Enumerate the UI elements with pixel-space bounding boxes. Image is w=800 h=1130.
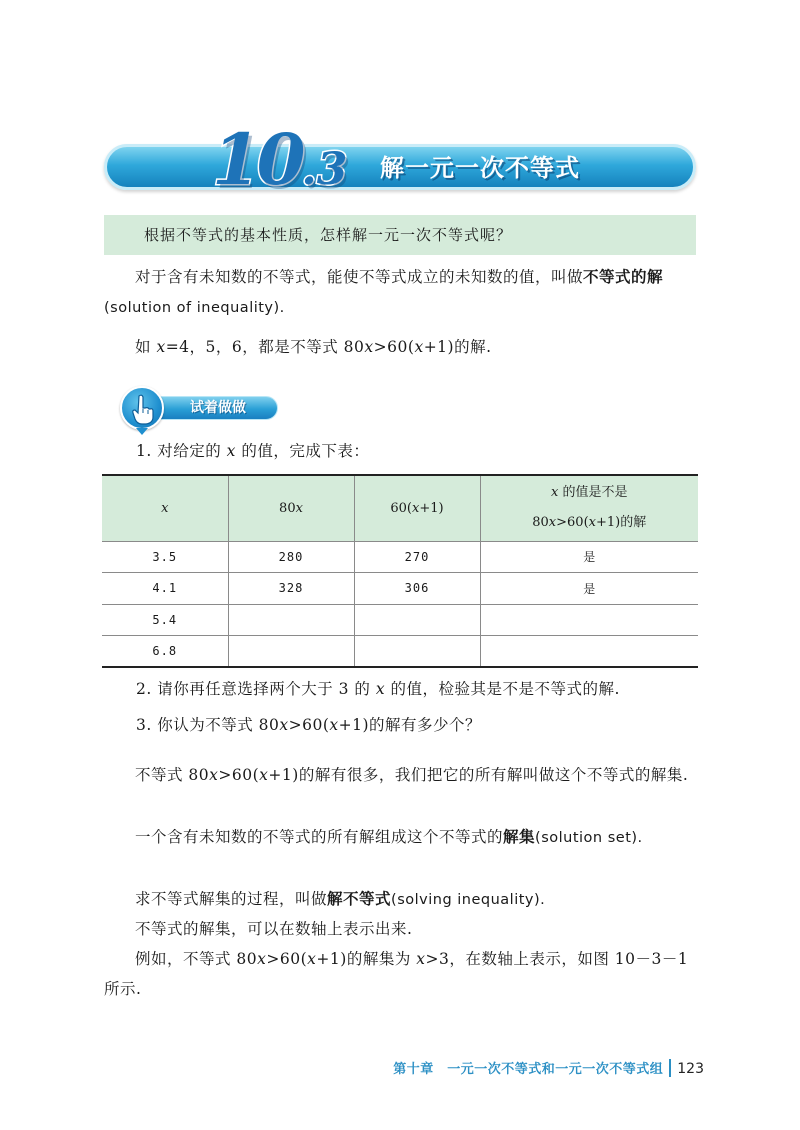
term-english: (solving inequality). xyxy=(391,892,546,908)
math-var: x xyxy=(588,515,596,531)
table-header-row xyxy=(102,475,698,541)
text-run: >3，在数轴上表示，如图 10－3－1所示. xyxy=(104,950,689,998)
text-run: 80 xyxy=(279,500,296,516)
paragraph-solving xyxy=(104,884,698,915)
cell-x: 3.5 xyxy=(102,541,228,573)
task-2 xyxy=(136,674,696,704)
math-var: x xyxy=(364,338,374,356)
definition-text: 对于含有未知数的不等式，能使不等式成立的未知数的值，叫做 xyxy=(135,268,584,286)
text-run: >60( xyxy=(373,338,415,356)
text-run: 例如，不等式 80 xyxy=(135,950,258,968)
text-run: >60( xyxy=(218,766,260,784)
cell-60x1: 270 xyxy=(354,541,480,573)
math-var: x xyxy=(279,716,289,734)
cell-60x1 xyxy=(354,604,480,636)
term-english: (solution set). xyxy=(535,830,643,846)
section-number xyxy=(212,118,348,201)
header-60x1 xyxy=(354,475,480,541)
cell-60x1: 306 xyxy=(354,573,480,605)
text-run: +1)的解有很多，我们把它的所有解叫做这个不等式的解集. xyxy=(268,766,689,784)
section-number-dot: . xyxy=(301,144,317,195)
text-run: 的值，检验其是不是不等式的解. xyxy=(385,680,620,698)
header-is-solution xyxy=(480,475,698,541)
table-row xyxy=(102,541,698,573)
section-number-sub: 3 xyxy=(316,144,348,195)
math-var: x xyxy=(209,766,219,784)
math-var: x xyxy=(375,680,386,698)
header-x xyxy=(102,475,228,541)
header-line-2 xyxy=(481,508,699,538)
try-it-label: 试着做做 xyxy=(190,400,246,416)
text-run: +1)的解有多少个？ xyxy=(338,716,482,734)
text-run: 80 xyxy=(532,515,549,531)
text-run: >60( xyxy=(288,716,330,734)
math-var: x xyxy=(329,716,339,734)
section-number-main: 10 xyxy=(212,118,302,201)
pointing-hand-icon xyxy=(120,386,164,430)
cell-80x xyxy=(228,636,354,668)
text-run: +1) xyxy=(419,500,444,516)
chapter-title: 第十章 一元一次不等式和一元一次不等式组 xyxy=(393,1062,664,1077)
text-run: =4，5，6，都是不等式 80 xyxy=(165,338,365,356)
try-it-pointer xyxy=(136,428,148,435)
math-var: x xyxy=(414,338,424,356)
text-run: 的值，完成下表： xyxy=(235,442,370,460)
page-number: 123 xyxy=(677,1061,704,1077)
math-var: x xyxy=(548,515,557,531)
text-run: >60( xyxy=(556,515,589,531)
term-solving-inequality: 解不等式 xyxy=(327,890,392,908)
text-run: 的值是不是 xyxy=(558,485,628,501)
footer-divider xyxy=(669,1059,671,1077)
term-english: (solution of inequality). xyxy=(104,300,285,316)
text-run: 1. 对给定的 xyxy=(136,442,227,460)
task-3 xyxy=(136,710,696,740)
cell-answer: 是 xyxy=(480,573,698,605)
definition-paragraph xyxy=(104,262,698,323)
cell-80x xyxy=(228,604,354,636)
text-run: +1)的解集为 xyxy=(316,950,417,968)
text-run: 60( xyxy=(390,500,413,516)
text-run: 不等式 80 xyxy=(135,766,210,784)
cell-60x1 xyxy=(354,636,480,668)
values-table xyxy=(102,474,698,668)
text-run: 如 xyxy=(135,338,157,356)
paragraph-solution-set xyxy=(104,822,698,853)
guiding-question: 根据不等式的基本性质，怎样解一元一次不等式呢？ xyxy=(104,215,696,255)
cell-80x: 328 xyxy=(228,573,354,605)
text-run: >60( xyxy=(266,950,308,968)
text-run: +1)的解. xyxy=(423,338,492,356)
cell-answer: 是 xyxy=(480,541,698,573)
term-solution-set: 解集 xyxy=(503,828,536,846)
cell-x: 4.1 xyxy=(102,573,228,605)
cell-x: 6.8 xyxy=(102,636,228,668)
page-footer xyxy=(393,1058,704,1080)
cell-80x: 280 xyxy=(228,541,354,573)
math-var: x xyxy=(259,766,269,784)
table-row xyxy=(102,604,698,636)
table-row xyxy=(102,573,698,605)
text-run: +1)的解 xyxy=(596,515,647,531)
text-run: 3. 你认为不等式 80 xyxy=(136,716,280,734)
math-var: x xyxy=(551,485,559,501)
header-line-1 xyxy=(481,478,699,508)
math-var: x xyxy=(307,950,317,968)
section-title: 解一元一次不等式 xyxy=(380,154,580,182)
term-solution-of-inequality: 不等式的解 xyxy=(583,268,664,286)
math-var: x xyxy=(156,338,166,356)
text-run: 2. 请你再任意选择两个大于 3 的 xyxy=(136,680,376,698)
math-var: x xyxy=(295,500,303,516)
table-row xyxy=(102,636,698,668)
math-var: x xyxy=(257,950,267,968)
math-var: x xyxy=(416,950,426,968)
text-run: 一个含有未知数的不等式的所有解组成这个不等式的 xyxy=(135,828,504,846)
paragraph-many-solutions xyxy=(104,760,698,790)
header-80x xyxy=(228,475,354,541)
paragraph-example-figure xyxy=(104,944,698,1004)
math-var: x xyxy=(161,500,169,516)
cell-x: 5.4 xyxy=(102,604,228,636)
math-var: x xyxy=(412,500,420,516)
task-1 xyxy=(136,436,696,466)
cell-answer xyxy=(480,636,698,668)
cell-answer xyxy=(480,604,698,636)
paragraph-number-line: 不等式的解集，可以在数轴上表示出来. xyxy=(135,920,413,938)
text-run: 求不等式解集的过程，叫做 xyxy=(135,890,328,908)
math-var: x xyxy=(226,442,236,460)
example-paragraph xyxy=(104,332,698,362)
try-it-badge xyxy=(106,388,278,428)
